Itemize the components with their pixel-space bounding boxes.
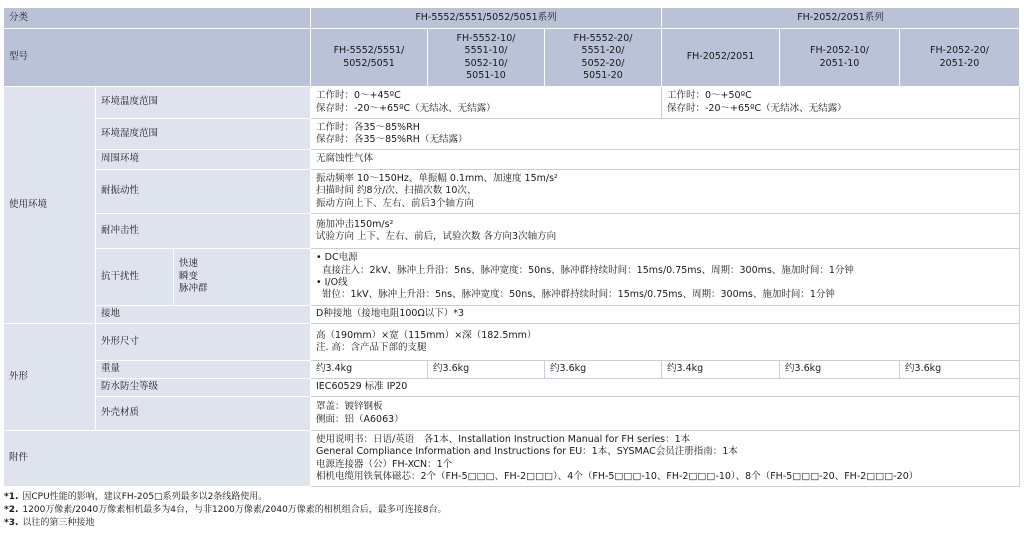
footnotes: [4, 491, 447, 530]
model-cell: FH-5552-10/ 5551-10/ 5052-10/ 5051-10: [428, 29, 545, 87]
value-weight: 约3.6kg: [780, 361, 900, 379]
model-cell: FH-2052-20/ 2051-20: [900, 29, 1020, 87]
model-cell: FH-5552/5551/ 5052/5051: [311, 29, 428, 87]
footnote: *2. 1200万像素/2040万像素相机最多为4台，与非1200万像素/2040万像素的相机组合后，最多可连接8台。: [4, 505, 447, 515]
row-label-humidity: 环境湿度范围: [96, 119, 311, 150]
value-weight: 约3.6kg: [545, 361, 662, 379]
row-label-ground: 接地: [96, 306, 311, 324]
value-ground: D种接地（接地电阻100Ω以下）*3: [311, 306, 1020, 324]
category-accessories: 附件: [4, 431, 311, 487]
row-label-weight: 重量: [96, 361, 311, 379]
value-weight: 约3.4kg: [311, 361, 428, 379]
model-cell: FH-2052/2051: [662, 29, 780, 87]
value-vibration: 振动频率 10～150Hz、单振幅 0.1mm、加速度 15m/s² 扫描时间 约8分/次、扫描次数 10次、 振动方向上下、左右、前后3个轴方向: [311, 170, 1020, 214]
value-weight: 约3.6kg: [428, 361, 545, 379]
category-environment: 使用环境: [4, 87, 96, 324]
row-label-temperature: 环境温度范围: [96, 87, 311, 119]
footnote: *3. 以往的第三种接地: [4, 518, 95, 528]
row-sublabel-burst: 快速 瞬变 脉冲群: [174, 249, 311, 306]
value-humidity: 工作时：各35～85%RH 保存时：各35～85%RH（无结露）: [311, 119, 1020, 150]
header-model-label: 型号: [4, 29, 311, 87]
value-temperature-group-2: 工作时：0～+50ºC 保存时：-20～+65ºC（无结冰、无结露）: [662, 87, 1020, 119]
model-cell: FH-5552-20/ 5551-20/ 5052-20/ 5051-20: [545, 29, 662, 87]
row-label-vibration: 耐振动性: [96, 170, 311, 214]
row-label-material: 外壳材质: [96, 397, 311, 431]
value-noise-immunity: • DC电源 直接注入：2kV、脉冲上升沿：5ns、脉冲宽度：50ns、脉冲群持续时间：15ms/0.75ms、周期：300ms、施加时间：1分钟 • I/O线 钳位：1kV、脉冲上升沿：5ns、脉冲宽度：50ns、脉冲群持续时间：15ms/0.75ms、周期：300ms、施加时间：1分钟: [311, 249, 1020, 306]
row-label-noise-immunity: 抗干扰性: [96, 249, 174, 306]
footnote: *1. 因CPU性能的影响，建议FH-205□系列最多以2条线路使用。: [4, 492, 268, 502]
value-dimensions: 高（190mm）×宽（115mm）×深（182.5mm） 注. 高：含产品下部的支腿: [311, 324, 1020, 361]
value-accessories: 使用说明书：日语/英语 各1本、Installation Instruction Manual for FH series：1本 General Compliance Information and Instructions for EU：1本、SYSMAC会员注册指南：1本 电源连接器（公）FH-XCN：1个 相机电缆用铁氧体磁芯：2个（FH-5□□□、FH-2□□□）、4个（FH-5□□□-10、FH-2□□□-10）、8个（FH-5□□□-20、FH-2□□□-20）: [311, 431, 1020, 487]
model-cell: FH-2052-10/ 2051-10: [780, 29, 900, 87]
row-label-protection: 防水防尘等级: [96, 379, 311, 397]
value-weight: 约3.4kg: [662, 361, 780, 379]
header-category-label: 分类: [4, 8, 311, 29]
value-material: 罩盖：镀锌钢板 侧面：铝（A6063）: [311, 397, 1020, 431]
row-label-ambient: 周围环境: [96, 150, 311, 170]
value-ambient: 无腐蚀性气体: [311, 150, 1020, 170]
value-shock: 施加冲击150m/s² 试验方向 上下、左右、前后，试验次数 各方向3次轴方向: [311, 214, 1020, 249]
category-exterior: 外形: [4, 324, 96, 431]
header-series-group-2: FH-2052/2051系列: [662, 8, 1020, 29]
row-label-shock: 耐冲击性: [96, 214, 311, 249]
value-temperature-group-1: 工作时：0～+45ºC 保存时：-20～+65ºC（无结冰、无结露）: [311, 87, 662, 119]
row-label-dimensions: 外形尺寸: [96, 324, 311, 361]
value-weight: 约3.6kg: [900, 361, 1020, 379]
header-series-group-1: FH-5552/5551/5052/5051系列: [311, 8, 662, 29]
value-protection: IEC60529 标准 IP20: [311, 379, 1020, 397]
